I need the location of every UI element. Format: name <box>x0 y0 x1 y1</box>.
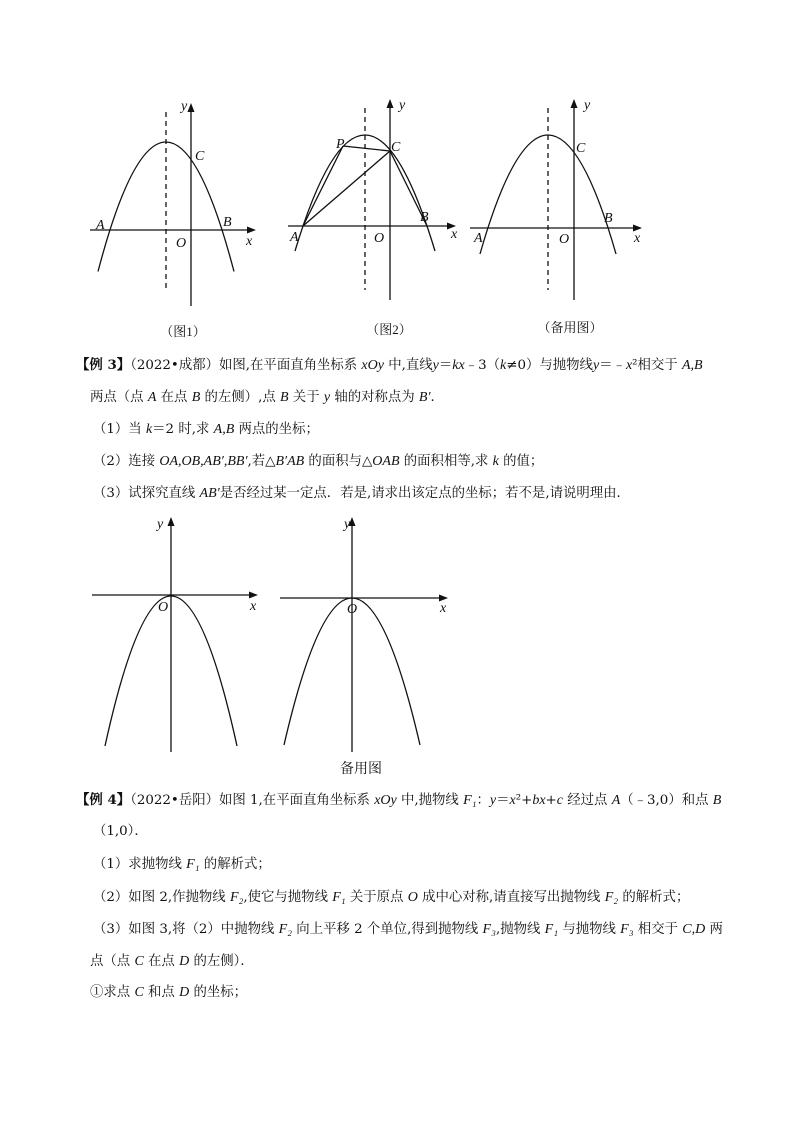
math-variable: kx <box>452 358 465 373</box>
label-a: A <box>474 231 483 246</box>
arrow-icon <box>387 99 394 108</box>
label-x: x <box>250 599 257 614</box>
math-variable: OAB <box>372 454 400 469</box>
text-run: 向上平移 2 个单位,得到抛物线 <box>292 922 483 937</box>
example-4-line-6 <box>90 953 254 971</box>
math-variable: k <box>492 454 499 469</box>
text-run: 的解析式； <box>618 890 690 905</box>
arrow-icon <box>188 103 195 112</box>
text-run: ①求点 <box>90 985 135 1000</box>
text-run: 成中心对称,请直接写出抛物线 <box>417 890 605 905</box>
axis-arrowheads <box>168 99 643 602</box>
example-3-line-1 <box>76 356 703 375</box>
text-run: 关于 <box>288 390 324 405</box>
figure-2 <box>288 106 450 300</box>
text-run: 是否经过某一定点．若是,请求出该定点的坐标；若不是,请说明理由． <box>219 486 630 501</box>
math-variable: A,B <box>213 422 235 437</box>
text-run: ＝﹣ <box>599 358 626 373</box>
figure-2-caption: （图2） <box>366 322 412 337</box>
text-run: （1）当 <box>93 422 146 437</box>
figure-1-caption: （图1） <box>160 324 206 339</box>
segment-ac <box>303 151 390 226</box>
math-variable: F₂ <box>229 890 244 905</box>
math-variable: F₂ <box>604 890 619 905</box>
arrow-icon <box>168 517 175 526</box>
example-3-line-2 <box>90 389 444 407</box>
text-run: 的左侧）． <box>189 954 254 969</box>
label-o: O <box>158 600 169 615</box>
math-variable: F₃ <box>482 922 496 937</box>
math-variable: B <box>191 390 201 405</box>
label-b: B <box>223 215 232 230</box>
example-3-part-1 <box>93 421 319 439</box>
math-variable: x <box>625 358 633 373</box>
label-c: C <box>391 140 401 155</box>
text-run: ＝ <box>438 358 453 373</box>
math-variable: A <box>147 390 157 405</box>
text-run: ＝2 时,求 <box>152 422 214 437</box>
text-run: ≠0）与抛物线 <box>506 358 593 373</box>
example-4-subpart-1 <box>90 984 247 1002</box>
label-x: x <box>246 234 253 249</box>
label-o: O <box>559 232 570 247</box>
example-4-part-3 <box>93 921 723 939</box>
bottom-figures-caption: 备用图 <box>340 761 382 777</box>
text-run: 中,抛物线 <box>396 793 464 808</box>
text-run: 轴的对称点为 <box>330 390 419 405</box>
text-run: 的面积与△ <box>304 454 373 469</box>
label-b: B <box>604 211 613 226</box>
text-run: 相交于 <box>633 922 683 937</box>
text-run: 的面积相等,求 <box>399 454 493 469</box>
math-variable: k <box>500 358 507 373</box>
label-a: A <box>96 218 105 233</box>
math-variable: y <box>323 390 331 405</box>
label-o: O <box>347 602 358 617</box>
math-variable: D <box>179 985 190 1000</box>
example-heading: 【例 3】 <box>76 357 131 373</box>
text-run: 在点 <box>143 954 180 969</box>
text-run: 和点 <box>143 985 180 1000</box>
math-variable: D <box>179 954 190 969</box>
text-run: 与抛物线 <box>558 922 621 937</box>
text-run: 的左侧）,点 <box>200 390 280 405</box>
math-variable: bx <box>532 793 546 808</box>
example-heading: 【例 4】 <box>76 792 131 808</box>
text-run: 中,直线 <box>383 358 433 373</box>
text-run: （1,0）． <box>93 824 148 839</box>
label-x: x <box>440 601 447 616</box>
label-y: y <box>399 98 406 113</box>
text-run: 两 <box>705 922 723 937</box>
text-run: （3）试探究直线 <box>93 486 200 501</box>
label-a: A <box>290 230 299 245</box>
text-run: 两点的坐标； <box>234 422 319 437</box>
figure-1 <box>90 110 250 306</box>
segment-ap <box>303 146 343 226</box>
math-variable: A,B <box>681 358 703 373</box>
math-variable: C <box>134 985 144 1000</box>
text-run: 的值； <box>498 454 544 469</box>
example-3-part-3 <box>93 485 630 503</box>
math-variable: y <box>592 358 600 373</box>
figure-bottom-a <box>92 524 252 752</box>
math-variable: A <box>611 793 621 808</box>
text-run: ,使它与抛物线 <box>243 890 333 905</box>
label-o: O <box>176 236 187 251</box>
label-c: C <box>576 141 586 156</box>
label-x: x <box>451 227 458 242</box>
text-run: （﹣3,0）和点 <box>620 793 713 808</box>
arrow-icon <box>249 592 258 599</box>
math-variable: C <box>134 954 144 969</box>
text-run: （2）如图 2,作抛物线 <box>93 890 230 905</box>
text-run: 在点 <box>156 390 192 405</box>
math-variable: OA,OB,AB′,BB′ <box>159 454 248 469</box>
math-variable: O <box>407 890 418 905</box>
label-y: y <box>181 99 188 114</box>
math-variable: B <box>279 390 289 405</box>
text-run: ＝ <box>496 793 510 808</box>
label-b: B <box>420 210 429 225</box>
math-variable: F₂ <box>278 922 293 937</box>
math-variable: x <box>509 793 516 808</box>
text-run: （3）如图 3,将（2）中抛物线 <box>93 922 279 937</box>
text-run: （2022•成都）如图,在平面直角坐标系 <box>130 358 362 373</box>
math-variable: B′ <box>418 390 431 405</box>
figure-bottom-b <box>280 524 442 752</box>
text-run: 经过点 <box>563 793 612 808</box>
arrow-icon <box>571 99 578 108</box>
label-x: x <box>634 231 641 246</box>
math-variable: y <box>432 358 439 373</box>
label-y: y <box>584 98 591 113</box>
text-run: 点（点 <box>90 954 135 969</box>
text-run: 关于原点 <box>345 890 408 905</box>
text-run: （1）求抛物线 <box>93 857 187 872</box>
math-variable: F₃ <box>620 922 634 937</box>
text-run: ． <box>430 390 444 405</box>
text-run: 的坐标； <box>189 985 248 1000</box>
example-3-part-2 <box>93 453 543 471</box>
math-variable: xOy <box>374 793 397 808</box>
segment-pc <box>343 146 390 151</box>
label-o: O <box>374 231 385 246</box>
label-p: P <box>336 137 345 152</box>
figure-3-caption: （备用图） <box>537 320 603 335</box>
text-run: ,抛物线 <box>495 922 545 937</box>
math-variable: C,D <box>682 922 706 937</box>
math-variable: B′AB <box>275 454 305 469</box>
text-run: ²+ <box>515 793 533 808</box>
example-4-line-1 <box>76 791 721 810</box>
text-run: ﹣3（ <box>464 358 501 373</box>
text-run: ²相交于 <box>632 358 682 373</box>
example-4-part-2 <box>93 889 689 907</box>
math-variable: k <box>145 422 153 437</box>
example-4-part-1 <box>93 856 271 874</box>
text-run: 两点（点 <box>90 390 148 405</box>
text-run: 的解析式； <box>199 857 271 872</box>
example-4-line-2 <box>93 823 148 841</box>
label-y: y <box>157 517 164 532</box>
math-variable: F₁ <box>544 922 559 937</box>
text-run: + <box>545 793 557 808</box>
figure-3 <box>470 106 636 300</box>
text-run: ,若△ <box>247 454 276 469</box>
text-run: ： <box>476 793 490 808</box>
label-c: C <box>195 149 205 164</box>
text-run: （2）连接 <box>93 454 160 469</box>
arrow-icon <box>247 227 256 234</box>
text-run: （2022•岳阳）如图 1,在平面直角坐标系 <box>130 793 375 808</box>
math-variable: B <box>712 793 722 808</box>
math-variable: F₁ <box>463 793 477 808</box>
math-variable: F₁ <box>186 857 200 872</box>
label-y: y <box>344 517 351 532</box>
math-variable: AB′ <box>199 486 220 501</box>
math-variable: c <box>556 793 563 808</box>
math-variable: y <box>489 793 497 808</box>
math-variable: F₁ <box>332 890 346 905</box>
math-variable: xOy <box>361 358 384 373</box>
